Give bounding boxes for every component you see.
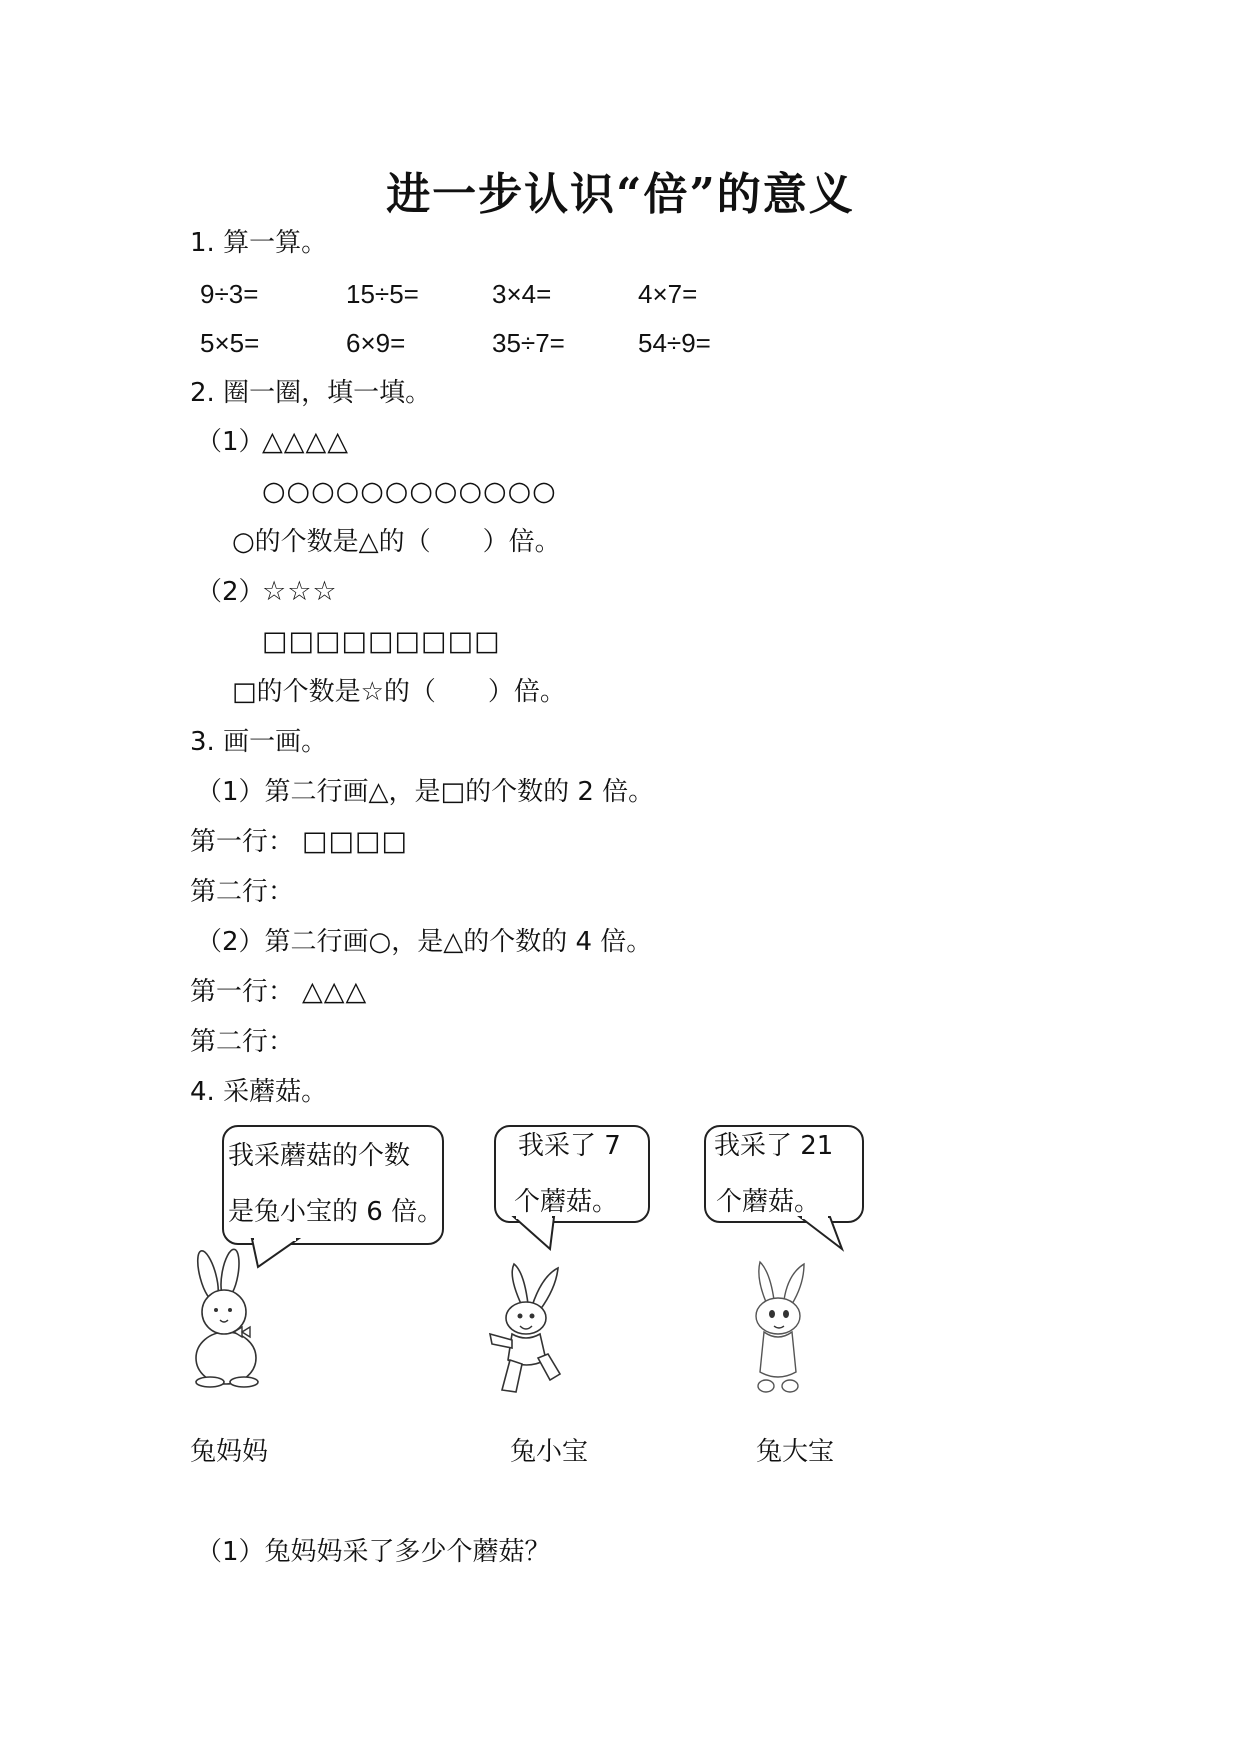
q2-p1-triangles: △△△△ [262, 426, 350, 457]
q3-p2-second-label: 第二行： [190, 1027, 295, 1057]
q1-r1-c1: 9÷3= [200, 279, 259, 309]
q3-p1-first-shapes: □□□□ [302, 826, 409, 857]
q1-r1-c2: 15÷5= [346, 279, 419, 309]
q4-heading: 4. 采蘑菇。 [190, 1077, 328, 1107]
q1-r1-c3: 3×4= [492, 279, 552, 309]
q2-p1-label: （1） [196, 427, 265, 457]
rabbit-mom-name: 兔妈妈 [190, 1437, 269, 1467]
rabbit-xiaobao-name: 兔小宝 [510, 1437, 589, 1467]
page-title: 进一步认识“倍”的意义 [386, 169, 855, 220]
rabbit-mom-icon [186, 1248, 276, 1388]
rabbit-dabao-name: 兔大宝 [756, 1437, 835, 1467]
q1-r1-c4: 4×7= [638, 279, 698, 309]
q1-r2-c4: 54÷9= [638, 328, 711, 358]
q3-p2-first-label: 第一行： [190, 977, 295, 1007]
q1-r2-c2: 6×9= [346, 328, 406, 358]
q3-p1-instruction: （1）第二行画△，是□的个数的 2 倍。 [196, 777, 655, 807]
bubble-xiaobao-line2: 个蘑菇。 [514, 1187, 619, 1217]
q3-heading: 3. 画一画。 [190, 727, 328, 757]
q4-sub1: （1）兔妈妈采了多少个蘑菇？ [196, 1537, 551, 1567]
q2-heading: 2. 圈一圈，填一填。 [190, 378, 432, 408]
q3-p2-instruction: （2）第二行画○，是△的个数的 4 倍。 [196, 927, 653, 957]
q2-p1-circles: ○○○○○○○○○○○○ [262, 476, 557, 507]
q2-p2-question: □的个数是☆的（ ）倍。 [232, 677, 566, 707]
bubble-mom-line1: 我采蘑菇的个数 [228, 1141, 411, 1171]
q3-p2-first-shapes: △△△ [302, 976, 368, 1007]
bubble-dabao-line1: 我采了 21 [714, 1131, 834, 1161]
bubble-dabao-line2: 个蘑菇。 [716, 1187, 821, 1217]
bubble-mom-line2: 是兔小宝的 6 倍。 [228, 1197, 444, 1227]
q1-heading: 1. 算一算。 [190, 228, 328, 258]
rabbit-dabao-icon [740, 1258, 820, 1398]
q2-p2-stars: ☆☆☆ [262, 576, 338, 607]
q1-r2-c1: 5×5= [200, 328, 260, 358]
q1-r2-c3: 35÷7= [492, 328, 565, 358]
q2-p1-question: ○的个数是△的（ ）倍。 [232, 527, 561, 557]
q3-p1-first-label: 第一行： [190, 827, 295, 857]
q3-p1-second-label: 第二行： [190, 877, 295, 907]
q2-p2-squares: □□□□□□□□□ [262, 626, 501, 657]
rabbit-xiaobao-icon [480, 1262, 570, 1402]
bubble-xiaobao-line1: 我采了 7 [518, 1131, 621, 1161]
q2-p2-label: （2） [196, 577, 265, 607]
